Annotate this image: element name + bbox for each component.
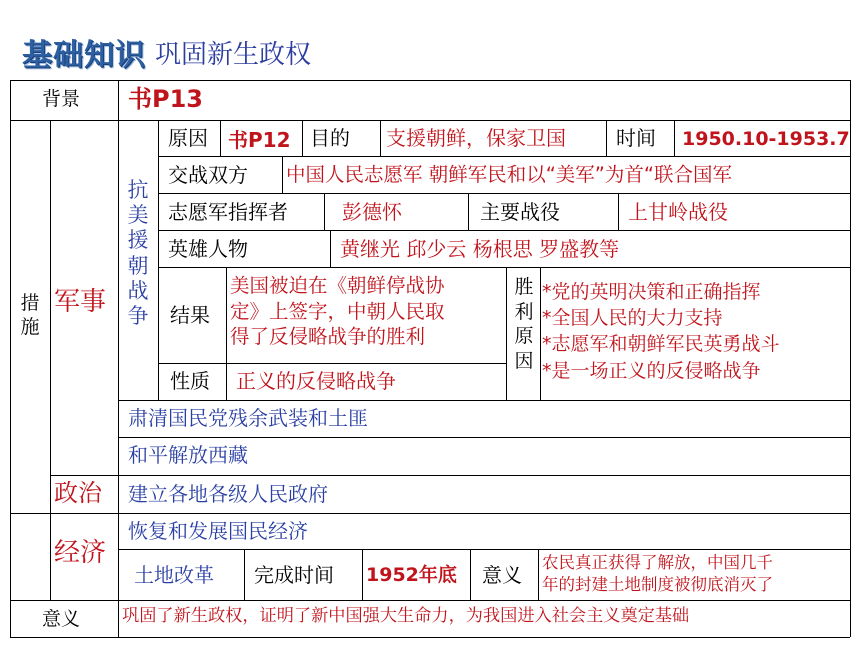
result-label: 结果 <box>170 303 210 327</box>
significance-label: 意义 <box>42 608 81 630</box>
economy-label: 经济 <box>54 538 107 568</box>
background-label: 背景 <box>42 88 81 110</box>
list-item: *是一场正义的反侵略战争 <box>542 359 761 382</box>
purpose-label: 目的 <box>310 126 350 150</box>
korean-war-label: 抗 美 援 朝 战 争 <box>127 178 149 328</box>
parties-value: 中国人民志愿军 朝鲜军民和以“美军”为首“联合国军 <box>286 163 733 186</box>
measures-label: 措 施 <box>20 292 40 338</box>
knowledge-table <box>10 80 850 637</box>
military-label: 军事 <box>54 287 107 317</box>
politics-label: 政治 <box>54 479 102 507</box>
victory-reasons-label: 胜 利 原 因 <box>514 276 534 373</box>
reason-value: 书P12 <box>228 128 291 152</box>
bandits-row: 肃清国民党残余武装和土匪 <box>128 406 368 430</box>
tibet-row: 和平解放西藏 <box>128 443 248 467</box>
page-title: 巩固新生政权 <box>155 40 312 70</box>
battle-value: 上甘岭战役 <box>628 200 728 224</box>
result-text: 美国被迫在《朝鲜停战协 定》上签字，中朝人民取 得了反侵略战争的胜利 <box>230 274 445 349</box>
time-label: 时间 <box>616 126 656 150</box>
heroes-label: 英雄人物 <box>168 237 248 261</box>
purpose-value: 支援朝鲜，保家卫国 <box>386 126 566 150</box>
battle-label: 主要战役 <box>480 200 560 224</box>
commander-value: 彭德怀 <box>342 200 402 224</box>
commander-label: 志愿军指挥者 <box>168 200 288 224</box>
section-badge: 基础知识 <box>22 38 146 73</box>
time-value: 1950.10-1953.7 <box>682 128 850 150</box>
land-reform-meaning-label: 意义 <box>482 563 522 587</box>
background-value: 书P13 <box>128 85 203 113</box>
finish-time-value: 1952年底 <box>366 564 457 586</box>
reason-label: 原因 <box>168 126 208 150</box>
land-reform-meaning-text: 农民真正获得了解放，中国几千 年的封建土地制度被彻底消灭了 <box>542 553 773 595</box>
heroes-value: 黄继光 邱少云 杨根思 罗盛教等 <box>340 237 620 261</box>
economy-recover: 恢复和发展国民经济 <box>128 519 308 543</box>
victory-reasons-list <box>542 279 780 384</box>
list-item: *志愿军和朝鲜军民英勇战斗 <box>542 333 780 356</box>
politics-value: 建立各地各级人民政府 <box>128 482 328 506</box>
list-item: *党的英明决策和正确指挥 <box>542 281 761 303</box>
land-reform: 土地改革 <box>134 563 214 587</box>
list-item: *全国人民的大力支持 <box>542 307 723 330</box>
finish-time-label: 完成时间 <box>254 563 334 587</box>
parties-label: 交战双方 <box>168 163 248 187</box>
significance-value: 巩固了新生政权，证明了新中国强大生命力，为我国进入社会主义奠定基础 <box>122 606 690 626</box>
nature-value: 正义的反侵略战争 <box>236 369 396 393</box>
nature-label: 性质 <box>170 369 210 393</box>
